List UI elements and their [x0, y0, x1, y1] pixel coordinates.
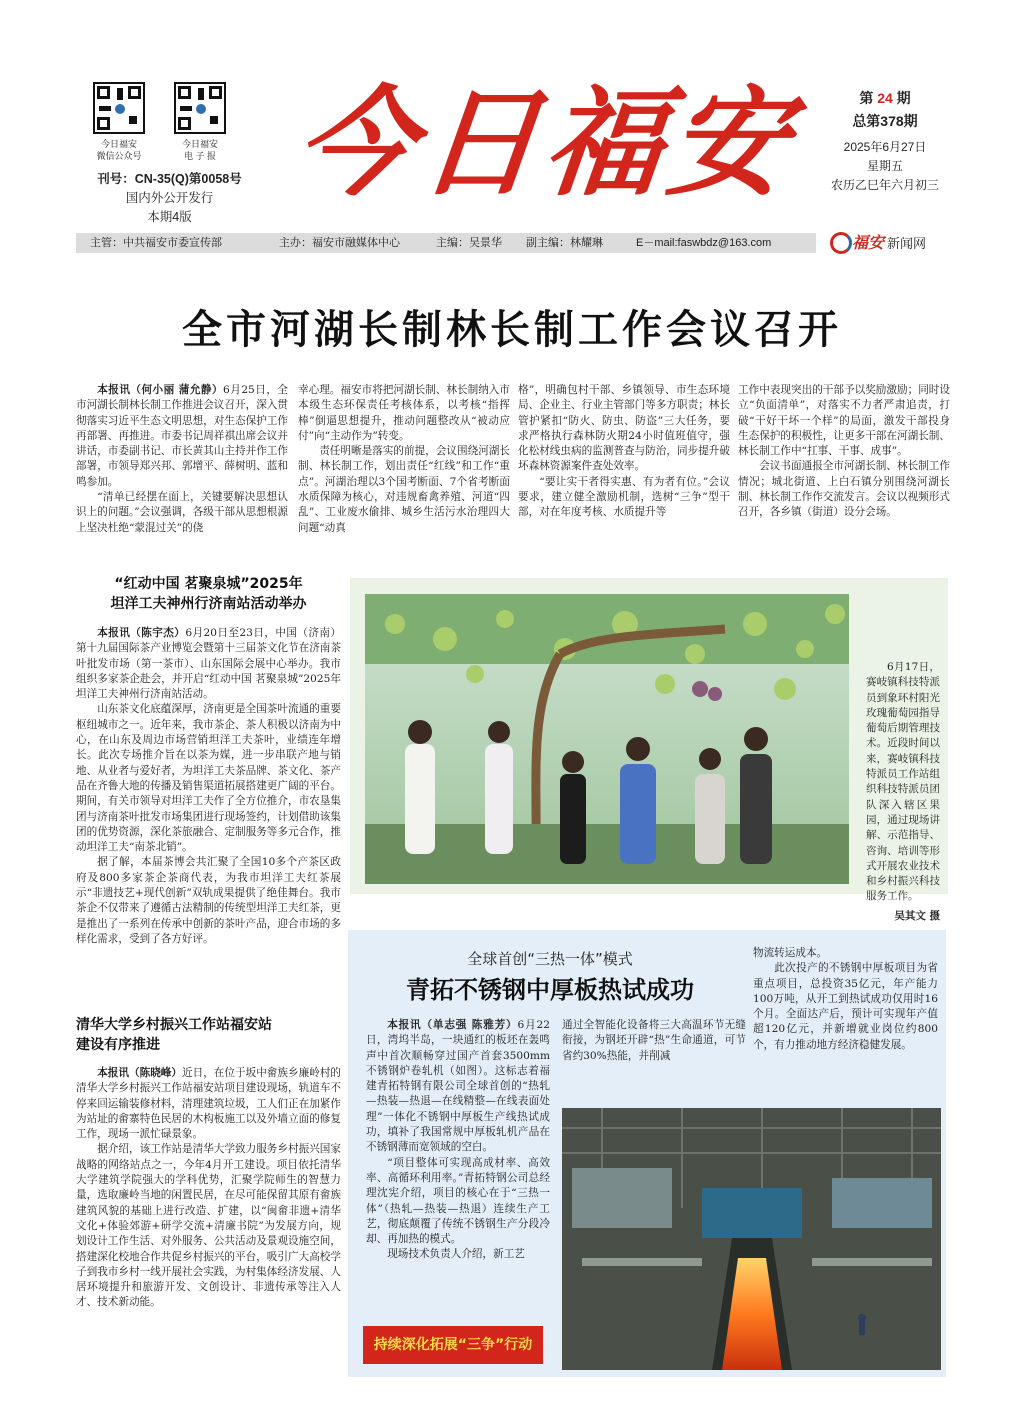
qr-caption-wechat: 今日福安 微信公众号 [96, 139, 142, 161]
news-site-logo: 福安 新闻网 [828, 228, 958, 256]
lead-column-4: 工作中表现突出的干部予以奖励激励；同时设立“负面清单”，对落实不力者严肃追责，打破“干好干坏一个样”的局面，激发干部投身生态保护的积极性，让更多干部在河湖长制、林长制工作中“扛事、干事、成事”。 会议书面通报全市河湖长制、林长制工作情况；城北街道、上白石镇分别围绕河湖长制、林长制工作作交流发言。会议以视频形式召开，各乡镇（街道）设分会场。 [738, 384, 950, 519]
photo-steel-mill [562, 1108, 941, 1370]
photo-credit: 吴其文 摄 [894, 909, 940, 922]
newspaper-title: 今日福安 [289, 73, 801, 212]
publication-info [82, 170, 257, 227]
lunar-date: 农历乙巳年六月初三 [830, 178, 939, 192]
chief-editor: 主编：吴景华 [436, 237, 502, 249]
lead-headline: 全市河湖长制林长制工作会议召开 [182, 307, 842, 353]
qr-code-wechat [93, 82, 145, 134]
steel-kicker: 全球首创“三热一体”模式 [467, 950, 633, 968]
tea-headline: “红动中国 茗聚泉城”2025年 坦洋工夫神州行济南站活动举办 [110, 576, 307, 612]
steel-column-1: 本报讯（单志强 陈雅芳）6月22日，湾坞半岛，一块通红的板坯在轰鸣声中首次顺畅穿过国产首套3500mm不锈钢炉卷轧机（如图）。这标志着福建青拓特钢有限公司全球首创的“热轧—热装—热退—在线精整—在线表面处理”一体化不锈钢中厚板生产线热试成功，填补了我国常规中厚板轧机产品在不锈钢薄而宽领域的空白。 “项目整体可实现高成材率、高效率、高循环利用率。”青拓特钢公司总经理沈宪介绍，项目的核心在于“三热一体”（热轧—热装—热退）连续生产工艺，彻底颠覆了传统不锈钢生产分段冷却、再加热的模式。 现场技术负责人介绍，新工艺 [366, 1019, 550, 1261]
steel-headline: 青拓不锈钢中厚板热试成功 [406, 976, 694, 1004]
lead-column-1: 本报讯（何小丽 蒲允静）6月25日，全市河湖长制林长制工作推进会议召开，深入贯彻落实习近平生态文明思想，对生态保护工作再部署、再推进。市委书记周祥祺出席会议并讲话，市委副书记、市长黄其山主持并作工作部署，市领导郑兴邦、郭增平、薛树明、蓝和鸣参加。 “清单已经摆在面上，关键要解决思想认识上的问题。”会议强调，各级干部从思想根源上坚决杜绝“蒙混过关”的侥 [76, 384, 288, 534]
weekday: 星期五 [866, 159, 903, 173]
qr-code-epaper [174, 82, 226, 134]
issue-number: 24 [877, 90, 893, 106]
steel-column-3: 物流转运成本。 此次投产的不锈钢中厚板项目为省重点项目，总投资35亿元，年产能力100万吨，从开工到热试成功仅用时16个月。全面达产后，预计可实现年产值超120亿元，并新增就业岗位约800个，有力推动地方经济稳健发展。 [753, 947, 938, 1051]
tsinghua-body: 本报讯（陈晓峰）近日，在位于坂中畲族乡廉岭村的清华大学乡村振兴工作站福安站项目建设现场，轨道车不停来回运输装修材料，清理建筑垃圾，工人们正在加紧作为站址的畲寨特色民居的木构板施工以及外墙立面的修复工作，现场一派忙碌景象。 据介绍，该工作站是清华大学致力服务乡村振兴国家战略的网络站点之一，今年4月开工建设。项目依托清华大学建筑学院强大的学科优势，汇聚学院师生的智慧力量，选取廉岭当地的闲置民居，在尽可能保留其原有畲族建筑风貌的基础上进行改造、扩建，以“闽畲非遗+清华文化+体验郊游+研学交流+清廉书院”为发展方向，规划设计工作生活、对外服务、公共活动及景观设施空间，搭建深化校地合作共促乡村振兴的平台，吸引广大高校学子到我市乡村一线开展社会实践，为村集体经济发展、人居环境提升和旅游开发、文创设计、非遗传承等注入人才、技术新动能。 [76, 1067, 341, 1309]
deputy-editor: 副主编：林耀琳 [526, 237, 603, 249]
issue-date: 2025年6月27日 [843, 140, 927, 154]
sponsor: 主管：中共福安市委宣传部 [90, 237, 222, 249]
email: E－mail:faswbdz@163.com [636, 237, 772, 249]
tsinghua-headline: 清华大学乡村振兴工作站福安站 建设有序推进 [76, 1017, 272, 1053]
total-issue: 总第378期 [852, 113, 918, 129]
masthead-info-bar [76, 233, 816, 253]
fuan-logo-icon [194, 102, 208, 116]
lead-column-3: 格”，明确包村干部、乡镇领导、市生态环境局、企业主、行业主管部门等多方职责；林长管护紧扣“防火、防虫、防盗”三大任务，要求严格执行森林防火期24小时值班值守，强化松材线虫病的监测普查与防治，同步提升破坏森林资源案件查处效率。 “要让实干者得实惠、有为者有位。”会议要求，建立健全激励机制，选树“三争”型干部，对在年度考核、水质提升等 [518, 384, 730, 519]
steel-mill-illustration [562, 1108, 941, 1370]
kan-hao: 刊号：CN-35(Q)第0058号 [97, 172, 242, 186]
fuan-logo-icon [113, 102, 127, 116]
distribution: 国内外公开发行 [125, 191, 214, 205]
issue-info: 第 24 期 总第378期 2025年6月27日 星期五 农历乙巳年六月初三 [820, 86, 950, 195]
page-count: 本期4版 [147, 210, 192, 224]
vineyard-illustration [365, 594, 849, 884]
tea-body: 本报讯（陈宇杰）6月20日至23日，中国（济南）第十九届国际茶产业博览会暨第十三届茶文化节在济南茶叶批发市场（第一茶市）、山东国际会展中心举办。我市组织多家茶企赴会，并开启“红动中国 茗聚泉城”2025年坦洋工夫神州行济南站活动。 山东茶文化底蕴深厚，济南更是全国茶叶流通的重要枢纽城市之一。近年来，我市茶企、茶人积极以济南为中心，在山东及周边市场营销坦洋工夫茶叶，业绩连年增长。此次专场推介旨在以茶为媒，进一步串联产地与销地、从业者与爱好者，为坦洋工夫茶品牌、茶文化、茶产品在齐鲁大地的传播及销售渠道拓展搭建更广阔的平台。期间，有关市领导对坦洋工夫作了全方位推介，市农垦集团与济南茶叶批发市场集团进行现场签约，计划借助该集团的优势资源，深化茶旅融合、定制服务等多元合作，推动坦洋工夫“南茶北销”。 据了解，本届茶博会共汇聚了全国10多个产茶区政府及800多家茶企茶商代表，为我市坦洋工夫红茶展示“非遗技艺+现代创新”双轨成果提供了绝佳舞台。我市茶企不仅带来了遵循古法精制的传统型坦洋工夫红茶，更是推出了一系列在传承中创新的茶叶产品，迎合市场的多样化需求，受到了各方好评。 [76, 627, 341, 945]
campaign-banner: 持续深化拓展“三争”行动 [363, 1326, 543, 1364]
steel-column-2: 通过全智能化设备将三大高温环节无缝衔接，为钢坯开辟“热”生命通道，可节省约30%热能，并削减 [562, 1019, 746, 1062]
qr-caption-epaper: 今日福安 电 子 报 [181, 139, 218, 161]
fuan-net-logo-icon [830, 232, 852, 254]
lead-column-2: 幸心理。福安市将把河湖长制、林长制纳入市本级生态环保责任考核体系，以考核“指挥棒”倒逼思想提升，推动问题整改从“被动应付”向“主动作为”转变。 责任明晰是落实的前提，会议围绕河湖长制、林长制工作，划出责任“红线”和工作“重点”。河湖治理以3个国考断面、7个省考断面水质保障为核心，对违规畜禽养殖、河道“四乱”、工业废水偷排、城乡生活污水治理四大问题“动真 [298, 384, 510, 534]
photo-caption: 6月17日，赛岐镇科技特派员到象环村阳光玫瑰葡萄园指导葡萄后期管理技术。近段时间以来，赛岐镇科技特派员工作站组织科技特派员团队深入辖区果园，通过现场讲解、示范指导、咨询、培训等形式开展农业技术和乡村振兴科技服务工作。 吴其文 摄 [866, 660, 940, 924]
photo-vineyard [365, 594, 849, 884]
host: 主办：福安市融媒体中心 [279, 237, 400, 249]
